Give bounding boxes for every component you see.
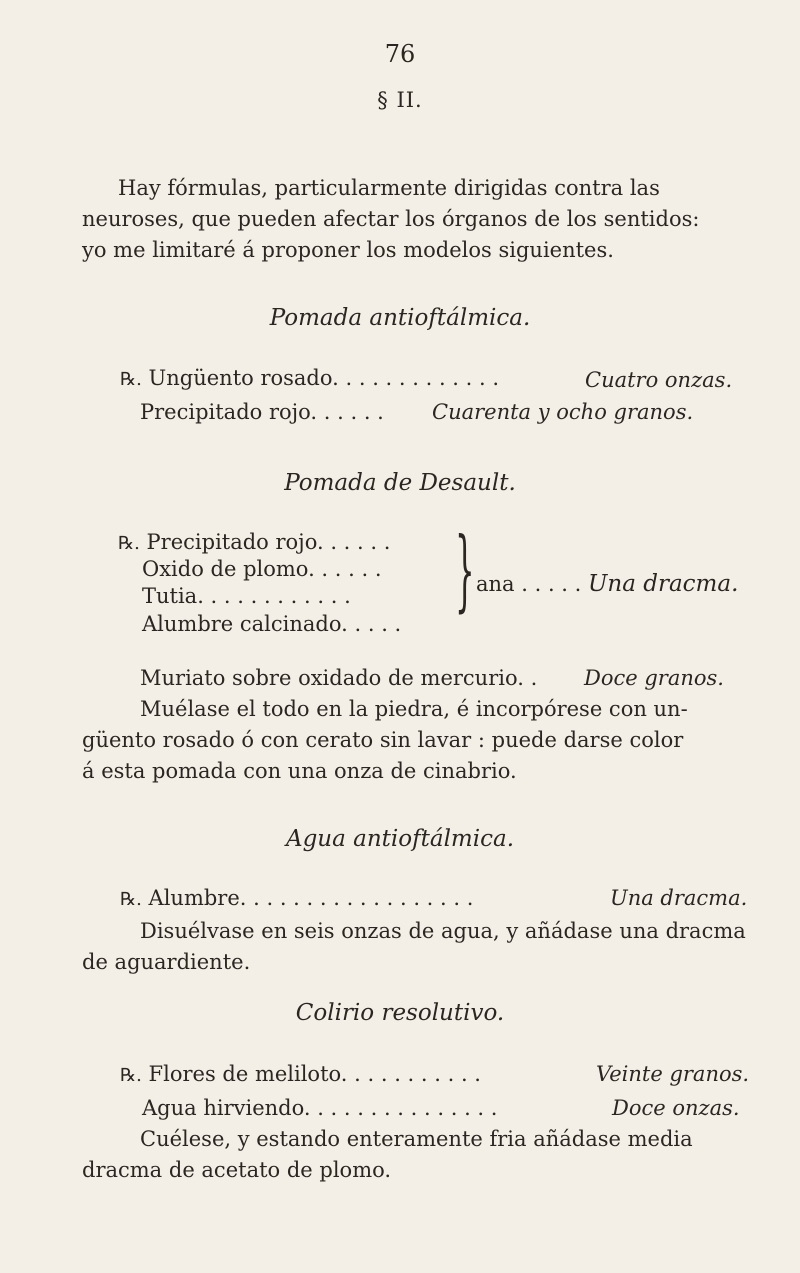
recipe2-extra-ingredient: Muriato sobre oxidado de mercurio. .: [140, 666, 538, 690]
recipe2-instruction-1: Muélase el todo en la piedra, é incorpórese con un-: [140, 697, 688, 721]
group-quantity-value: Una dracma.: [588, 571, 739, 597]
ingredient-name: Precipitado rojo: [140, 400, 311, 424]
rx-symbol: ℞.: [118, 533, 140, 554]
recipe2-instruction-3: á esta pomada con una onza de cinabrio.: [82, 759, 517, 783]
recipe3-instruction-1: Disuélvase en seis onzas de agua, y añádase una dracma: [140, 919, 746, 943]
intro-line-2: neuroses, que pueden afectar los órganos de los sentidos:: [82, 207, 700, 231]
ingredient-name: Flores de meliloto. . . . . . . . . . .: [148, 1062, 481, 1086]
recipe2-group-line-3: Tutia. . . . . . . . . . . .: [142, 584, 351, 608]
leader-dots: . . . . . . . . . . . . .: [332, 366, 500, 390]
rx-symbol: ℞.: [120, 1065, 142, 1086]
recipe-title-pomada-desault: Pomada de Desault.: [284, 470, 516, 496]
recipe3-line-1: [120, 884, 473, 914]
intro-line-3: yo me limitaré á proponer los modelos siguientes.: [82, 238, 614, 262]
recipe4-instruction-1: Cuélese, y estando enteramente fria añádase media: [140, 1127, 693, 1151]
recipe1-line-1: [120, 364, 499, 394]
recipe3-instruction-2: de aguardiente.: [82, 950, 251, 974]
ingredient-quantity: Veinte granos.: [596, 1062, 750, 1086]
rx-symbol: ℞.: [120, 369, 142, 390]
recipe1-line-2: [140, 398, 384, 426]
ingredient-name: Ungüento rosado: [148, 366, 333, 390]
page-number: 76: [384, 40, 416, 68]
recipe2-group-line-2: Oxido de plomo. . . . . .: [142, 557, 382, 581]
ingredient-quantity: Cuarenta y ocho granos.: [432, 400, 694, 424]
recipe-title-agua-antioftalmica: Agua antioftálmica.: [285, 826, 515, 852]
recipe2-group-line-1: [118, 528, 390, 558]
ingredient-name: Alumbre. . . . . . . . . . . . . . . . . .: [148, 886, 474, 910]
group-quantity: [476, 571, 738, 597]
recipe4-line-2: Agua hirviendo. . . . . . . . . . . . . . .: [142, 1096, 498, 1120]
ingredient-quantity: Doce onzas.: [612, 1096, 740, 1120]
rx-symbol: ℞.: [120, 889, 142, 910]
recipe2-group-line-4: Alumbre calcinado. . . . .: [142, 612, 402, 636]
recipe-title-colirio-resolutivo: Colirio resolutivo.: [295, 1000, 505, 1026]
ingredient-quantity: Doce granos.: [584, 666, 724, 690]
ingredient-name: Precipitado rojo. . . . . .: [146, 530, 391, 554]
recipe2-instruction-2: güento rosado ó con cerato sin lavar : puede darse color: [82, 728, 684, 752]
recipe4-instruction-2: dracma de acetato de plomo.: [82, 1158, 392, 1182]
right-brace-icon: }: [455, 518, 475, 621]
recipe4-line-1: [120, 1060, 481, 1090]
ingredient-quantity: Cuatro onzas.: [585, 368, 733, 392]
section-heading: § II.: [377, 88, 423, 112]
intro-line-1: Hay fórmulas, particularmente dirigidas contra las: [118, 176, 660, 200]
ana-label: ana . . . . .: [476, 572, 582, 596]
leader-dots: . . . . . .: [310, 400, 384, 424]
ingredient-quantity: Una dracma.: [610, 886, 748, 910]
recipe-title-pomada-antioftalmica: Pomada antioftálmica.: [269, 305, 531, 331]
